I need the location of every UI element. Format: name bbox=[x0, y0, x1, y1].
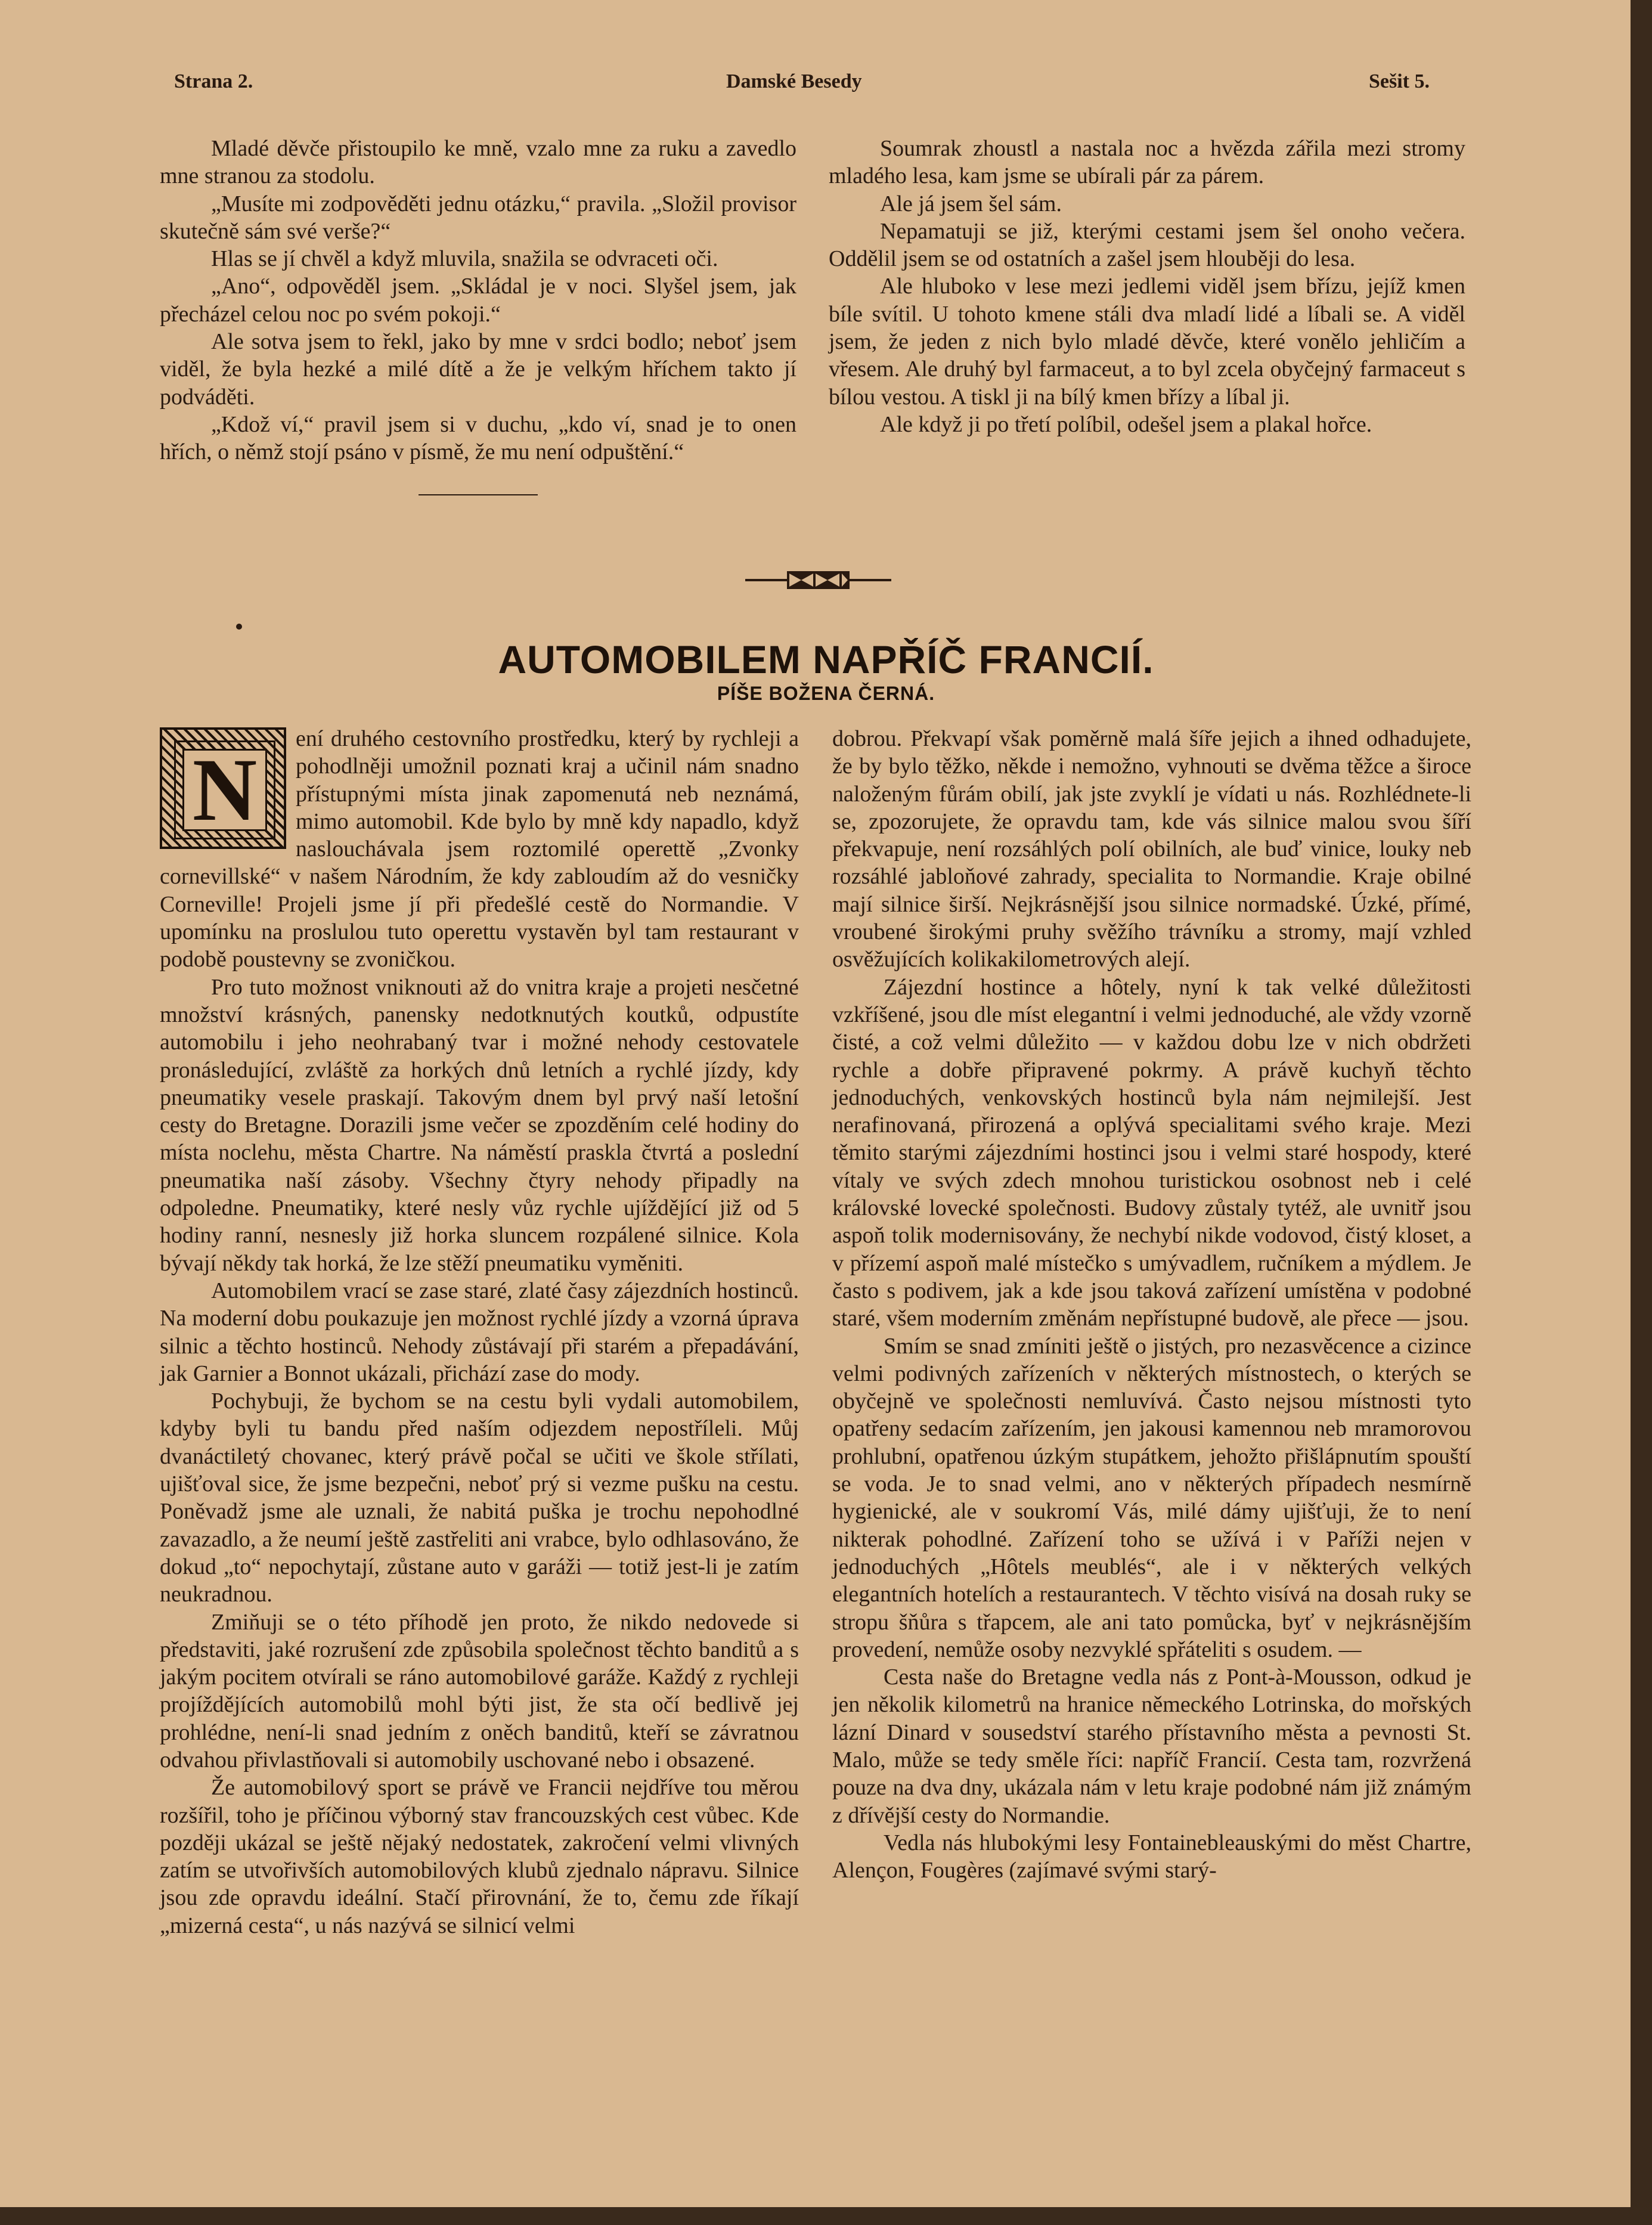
page-edge-right bbox=[1631, 0, 1652, 2225]
paragraph: Ale hluboko v lese mezi jedlemi viděl jsem břízu, jejíž kmen bíle svítil. U tohoto kmene stáli dva mladí lidé a líbali se. A viděl jsem, že jeden z nich bylo mladé děvče, které vonělo jehličím a vřesem. Ale druhý byl farmaceut, a to byl zcela obyčejný farmaceut s bílou vestou. A tiskl ji na bílý kmen břízy a líbal ji. bbox=[829, 274, 1465, 410]
paragraph: Ale když ji po třetí políbil, odešel jsem a plakal hořce. bbox=[880, 411, 1372, 437]
paragraph: Vedla nás hlubokými lesy Fontainebleauskými do měst Chartre, Alençon, Fougères (zajímavé svými starý- bbox=[832, 1830, 1471, 1883]
paragraph: Ale já jsem šel sám. bbox=[880, 191, 1062, 216]
header-issue-number: Sešit 5. bbox=[1369, 70, 1430, 92]
section-rule bbox=[160, 475, 796, 502]
paragraph: „Ano“, odpověděl jsem. „Skládal je v noci. Slyšel jsem, jak přecházel celou noc po svém pokoji.“ bbox=[160, 274, 796, 327]
story-end-left-column bbox=[160, 135, 796, 502]
paragraph: Nepamatuji se již, kterými cestami jsem šel onoho večera. Oddělil jsem se od ostatních a zašel jsem hlouběji do lesa. bbox=[829, 218, 1465, 272]
paragraph: Smím se snad zmíniti ještě o jistých, pro nezasvěcence a cizince velmi podivných zařízeních v některých místnostech, o kterých se obyčejně ve společnosti nemluvívá. Často nejsou místnosti tyto opatřeny sedacím zařízením, jen jakousi kamennou neb mramorovou prohlubní, opatřenou úzkým stupátkem, jehožto přišlápnutím spouští se voda. Je to snad velmi, ano v některých případech nesmírně hygienické, ale v soukromí Vás, milé dámy ujišťuji, že to není nikterak pohodlné. Zařízení toho se užívá i v Paříži nejen v jednoduchých „Hôtels meublés“, ale i v některých velkých elegantních hotelích a restaurantech. V těchto visívá na dosah ruky se stropu šňůra s třapcem, ale ani tato pomůcka, byť v nejkrásnějším provedení, nemůže osoby nezvyklé spřáteliti s osudem. — bbox=[832, 1333, 1471, 1662]
header-magazine-title: Damské Besedy bbox=[726, 70, 862, 92]
header-page-number: Strana 2. bbox=[174, 70, 253, 92]
paragraph: „Musíte mi zodpověděti jednu otázku,“ pravila. „Složil provisor skutečně sám své verše?“ bbox=[160, 191, 796, 244]
article-byline: PÍŠE BOŽENA ČERNÁ. bbox=[717, 683, 935, 704]
paragraph: Mladé děvče přistoupilo ke mně, vzalo mne za ruku a zavedlo mne stranou za stodolu. bbox=[160, 136, 796, 189]
story-end-right-column bbox=[829, 135, 1465, 438]
paragraph: Soumrak zhoustl a nastala noc a hvězda zářila mezi stromy mladého lesa, kam jsme se ubírali pár za párem. bbox=[829, 136, 1465, 189]
paragraph: Automobilem vrací se zase staré, zlaté časy zájezdních hostinců. Na moderní dobu poukazuje jen možnost rychlé jízdy a vzorná úprava silnic a těchto hostinců. Nehody zůstávají při starém a přepadávání, jak Garnier a Bonnot ukázali, přichází zase do mody. bbox=[160, 1278, 799, 1386]
paragraph: Hlas se jí chvěl a když mluvila, snažila se odvraceti oči. bbox=[211, 246, 718, 272]
dropcap-ornament bbox=[160, 727, 286, 849]
paragraph: „Kdož ví,“ pravil jsem si v duchu, „kdo ví, snad je to onen hřích, o němž stojí psáno v písmě, že mu není odpuštění.“ bbox=[160, 411, 796, 465]
paragraph: Pochybuji, že bychom se na cestu byli vydali automobilem, kdyby byli tu bandu před naším odjezdem nepostříleli. Můj dvanáctiletý chovanec, který právě počal se učiti ve škole střílati, ujišťoval sice, že jsme bezpečni, neboť prý si vezme pušku na cestu. Poněvadž jsme ale uznali, že nabitá puška je trochu nepohodlné zavazadlo, a že neumí ještě zastřeliti ani vrabce, bylo odhlasováno, že dokud „to“ nepochytají, zůstane auto v garáži — totiž jest-li je zatím neukradnou. bbox=[160, 1389, 799, 1607]
ink-speck bbox=[236, 624, 242, 630]
article-right-column bbox=[832, 725, 1471, 1884]
paragraph: Cesta naše do Bretagne vedla nás z Pont-à-Mousson, odkud je jen několik kilometrů na hranice německého Lotrinska, do mořských lázní Dinard v sousedství starého přístavního města a pevnosti St. Malo, může se tedy směle říci: napříč Francií. Cesta tam, rozvržená pouze na dva dny, ukázala nám v letu kraje podobné nám již známým z dřívější cesty do Normandie. bbox=[832, 1665, 1471, 1828]
paragraph: Zmiňuji se o této příhodě jen proto, že nikdo nedovede si představiti, jaké rozrušení zde způsobila společnost těchto banditů a s jakým pocitem otvírali se ráno automobilové garáže. Každý z rychleji projíždějících automobilů mohl býti jist, že sta očí bedlivě jej prohlédne, není-li snad jedním z oněch banditů, kteří se závratnou odvahou přivlastňovali si automobily uschované nebo i obsazené. bbox=[160, 1609, 799, 1772]
article-left-column bbox=[160, 725, 799, 1939]
dropcap-letter: N bbox=[182, 749, 267, 831]
paragraph: Ale sotva jsem to řekl, jako by mne v srdci bodlo; neboť jsem viděl, že byla hezké a milé dítě a že je velkým hříchem takto jí podváděti. bbox=[160, 329, 796, 410]
article-title: AUTOMOBILEM NAPŘÍČ FRANCIÍ. bbox=[498, 637, 1154, 681]
paragraph: Zájezdní hostince a hôtely, nyní k tak velké důležitosti vzkříšené, jsou dle míst elegantní i velmi jednoduché, ale vždy vzorně čisté, a což velmi důležito — v každou dobu lze v nich obdržeti rychle a dobře připravené pokrmy. A právě kuchyň těchto jednoduchých, venkovských hostinců byla nám nejmilejší. Jest nerafinovaná, přirozená a oplývá specialitami svého kraje. Mezi těmito starými zájezdními hostinci jsou i velmi staré hospody, které vítaly ve svých zdech mnohou turistickou osobnost neb i celé královské lovecké společnosti. Budovy zůstaly tytéž, ale uvnitř jsou aspoň tolik modernisovány, že nechybí nikde vodovod, čistý kloset, a v přízemí aspoň malé místečko s umývadlem, ručníkem a mýdlem. Je často s podivem, jak a kde jsou taková zařízení umístěna v podobné staré, všem moderním změnám nepřístupné budově, ale přece — jsou. bbox=[832, 974, 1471, 1331]
paragraph: Pro tuto možnost vniknouti až do vnitra kraje a projeti nesčetné množství krásných, panensky nedotknutých koutků, odpustíte automobilu i jeho neohrabaný tvar i možné nehody cestovatele pronásledující, zvláště za horkých dnů letních a rychlé jízdy, kdy pneumatiky vesele praskají. Takovým dnem byl prvý naší letošní cesty do Bretagne. Dorazili jsme večer se zpozděním celé hodiny do místa noclehu, města Chartre. Na náměstí praskla čtvrtá a poslední pneumatika naší zásoby. Všechny čtyry nehody připadly na odpoledne. Pneumatiky, které nesly vůz rychle ujíždějící již od 5 hodiny ranní, nesnesly již horka sluncem rozpálené silnice. Kola bývají někdy tak horká, že lze stěží pneumatiku vyměniti. bbox=[160, 974, 799, 1276]
ornament-divider-icon bbox=[745, 566, 891, 594]
paragraph: Že automobilový sport se právě ve Francii nejdříve tou měrou rozšířil, toho je příčinou výborný stav francouzských cest vůbec. Kde později ukázal se ještě nějaký nedostatek, zakročení velmi vlivných zatím se utvořivších automobilových klubů zjednalo nápravu. Silnice jsou zde opravdu ideální. Stačí přirovnání, že to, čemu zde říkají „mizerná cesta“, u nás nazývá se silnicí velmi bbox=[160, 1775, 799, 1938]
paragraph: ení druhého cestovního prostředku, který by rychleji a pohodlněji umožnil poznati kraj a učinil nám snadno přístupnými místa jinak zapomenutá neb neznámá, mimo automobil. Kde bylo by mně kdy napadlo, když naslouchávala jsem roztomilé operettě „Zvonky cornevillské“ v našem Národním, že kdy zabloudím až do vesničky Corneville! Projeli jsme jí při předešlé cestě do Normandie. V upomínku na proslulou tuto operettu vystavěn byl tam restaurant v podobě poustevny se zvoničkou. bbox=[160, 726, 799, 972]
page-edge-bottom bbox=[0, 2207, 1652, 2225]
paragraph: dobrou. Překvapí však poměrně malá šíře jejich a ihned odhadujete, že by bylo těžko, někde i nemožno, vyhnouti se dvěma těžce a široce naloženým fůrám obilí, jak jste zvyklí je vídati u nás. Rozhlédnete-li se, zpozorujete, že opravdu tam, kde vás silnice malou svou šíří překvapuje, není rozsáhlých polí obilních, ale buď vinice, louky neb rozsáhlé jabloňové zahrady, specialita to Normandie. Kraje obilné mají silnice širší. Nejkrásnější jsou silnice normadské. Úzké, přímé, vroubené širokými pruhy svěžího trávníku a stromy, mají vzhled osvěžujících kolikakilometrových alejí. bbox=[832, 726, 1471, 972]
